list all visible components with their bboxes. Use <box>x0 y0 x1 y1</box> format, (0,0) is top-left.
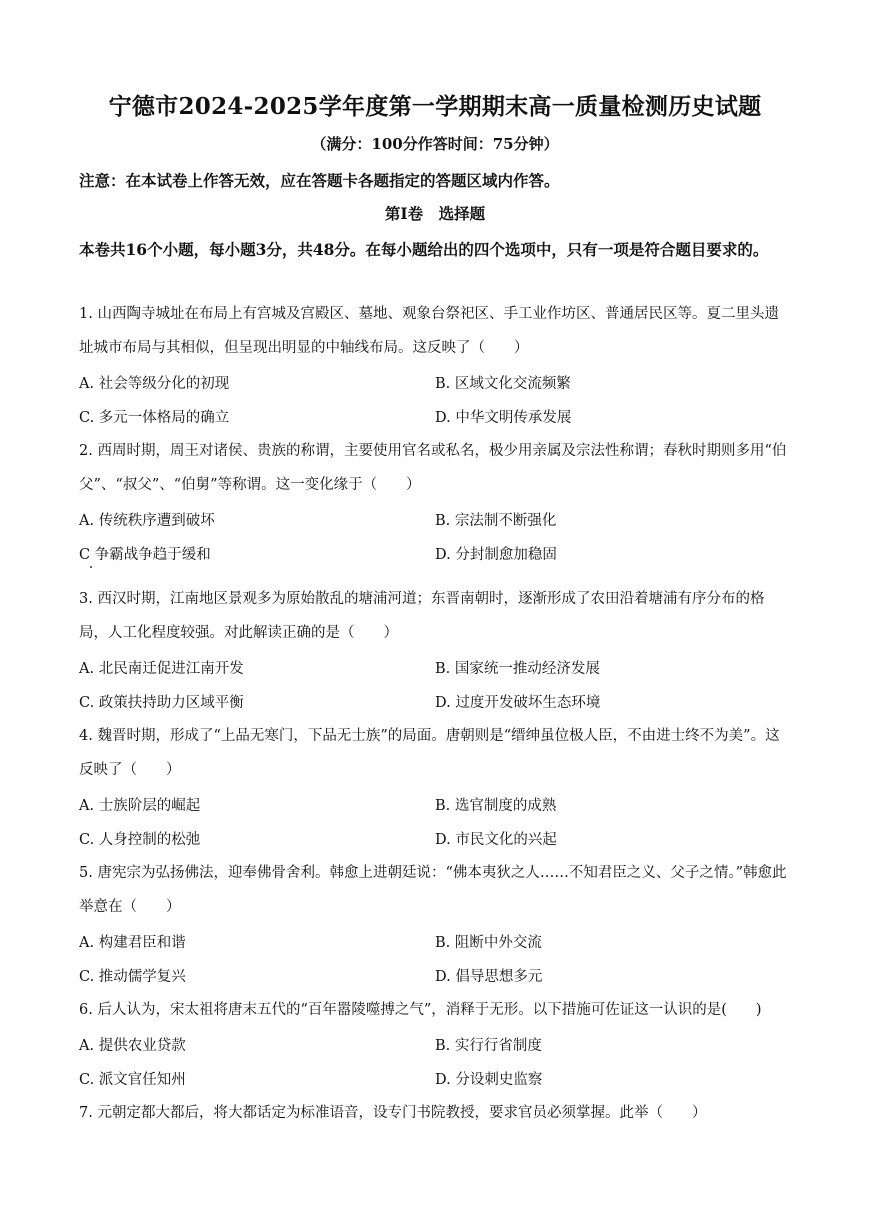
option: B. 国家统一推动经济发展 <box>435 661 600 677</box>
option: C. 人身控制的松弛 <box>79 832 201 848</box>
question-stem: 4. 魏晋时期，形成了“上品无寒门，下品无士族”的局面。唐朝则是“缙绅虽位极人臣，不由进士终不为美”。这反映了（ ） <box>79 728 780 778</box>
option: B. 宗法制不断强化 <box>435 513 557 529</box>
option: B. 选官制度的成熟 <box>435 798 557 814</box>
option: C. 推动儒学复兴 <box>79 969 186 985</box>
question-stem: 7. 元朝定都大都后，将大都话定为标准语音，设专门书院教授，要求官员必须掌握。此举（ ） <box>79 1105 707 1121</box>
question-stem: 1. 山西陶寺城址在布局上有宫城及宫殿区、墓地、观象台祭祀区、手工业作坊区、普通居民区等。夏二里头遗址城市布局与其相似，但呈现出明显的中轴线布局。这反映了（ ） <box>79 306 779 356</box>
option: A. 提供农业贷款 <box>79 1038 186 1054</box>
option: A. 社会等级分化的初现 <box>79 376 230 392</box>
option: C. 多元一体格局的确立 <box>79 410 230 426</box>
option: B. 实行行省制度 <box>435 1038 542 1054</box>
question-stem: 3. 西汉时期，江南地区景观多为原始散乱的塘浦河道；东晋南朝时，逐渐形成了农田沿着塘浦有序分布的格局，人工化程度较强。对此解读正确的是（ ） <box>79 591 765 641</box>
option: B. 阻断中外交流 <box>435 935 542 951</box>
option: C. 政策扶持助力区域平衡 <box>79 695 244 711</box>
question-stem: 5. 唐宪宗为弘扬佛法，迎奉佛骨舍利。韩愈上进朝廷说：“佛本夷狄之人……不知君臣之义、父子之情。”韩愈此举意在（ ） <box>79 865 787 915</box>
section-heading: 第Ⅰ卷 选择题 <box>384 204 486 223</box>
section-instructions: 本卷共16个小题，每小题3分，共48分。在每小题给出的四个选项中，只有一项是符合题目要求的。 <box>79 240 769 259</box>
exam-info: （满分：100分作答时间：75分钟） <box>311 135 559 153</box>
option: C. 派文官任知州 <box>79 1072 186 1088</box>
option: A. 构建君臣和谐 <box>79 935 186 951</box>
question-stem: 2. 西周时期，周王对诸侯、贵族的称谓，主要使用官名或私名，极少用亲属及宗法性称谓；春秋时期则多用“伯父”、“叔父”、“伯舅”等称谓。这一变化缘于（ ） <box>79 443 787 493</box>
option: D. 分设刺史监察 <box>435 1072 543 1088</box>
option: B. 区域文化交流频繁 <box>435 376 571 392</box>
notice: 注意：在本试卷上作答无效，应在答题卡各题指定的答题区域内作答。 <box>79 171 560 190</box>
page-title: 宁德市2024-2025学年度第一学期期末高一质量检测历史试题 <box>108 93 762 120</box>
option: D. 过度开发破坏生态环境 <box>435 695 601 711</box>
option: D. 分封制愈加稳固 <box>435 547 557 563</box>
option: D. 倡导思想多元 <box>435 969 543 985</box>
option: A. 传统秩序遭到破坏 <box>79 513 215 529</box>
option: A. 北民南迁促进江南开发 <box>79 661 244 677</box>
option: D. 中华文明传承发展 <box>435 410 572 426</box>
option: C 争霸战争趋于缓和 <box>79 547 211 563</box>
question-stem: 6. 后人认为，宋太祖将唐末五代的“百年嚣陵噬搏之气”，消释于无形。以下措施可佐证这一认识的是( ) <box>79 1002 762 1018</box>
option: D. 市民文化的兴起 <box>435 832 557 848</box>
option: A. 士族阶层的崛起 <box>79 798 201 814</box>
stray-dot <box>90 566 92 568</box>
